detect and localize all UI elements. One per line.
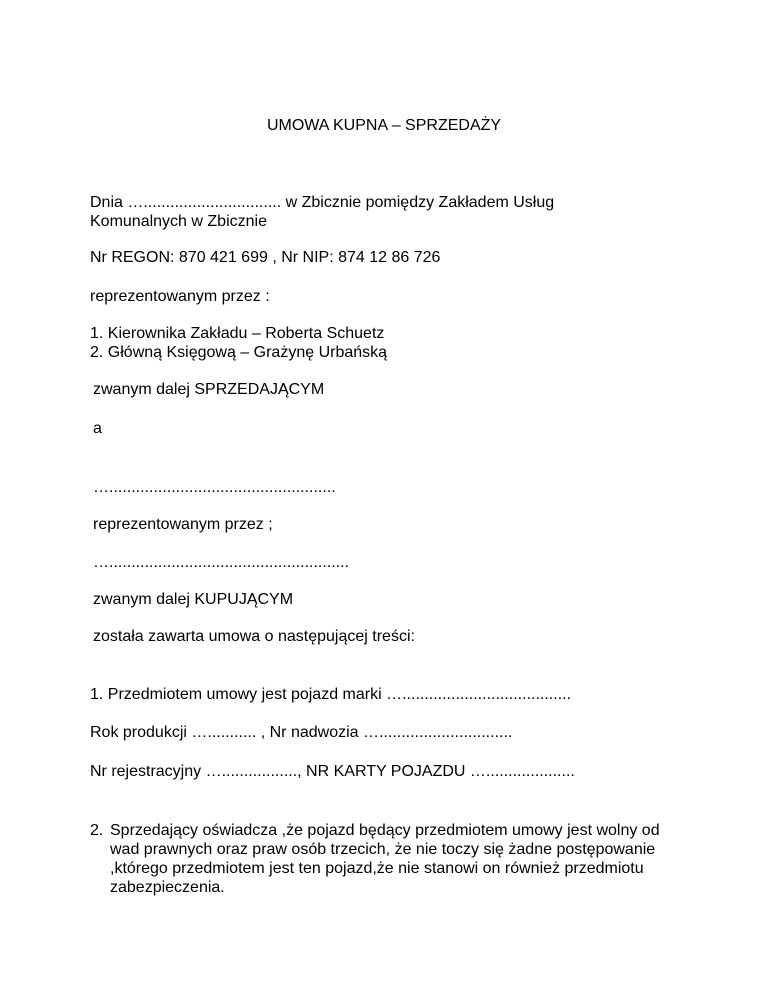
clause-2-text: Sprzedający oświadcza ,że pojazd będący przedmiotem umowy jest wolny od wad prawnych oraz praw osób trzecich, że nie toczy się żadne postępowanie ,którego przedmiotem jest ten pojazd,że nie stanowi on również przedmiotu zabezpieczenia. bbox=[110, 822, 660, 896]
contract-party-line: Komunalnych w Zbicznie bbox=[90, 213, 267, 230]
contract-intro: została zawarta umowa o następującej treści: bbox=[93, 628, 415, 645]
document-title: UMOWA KUPNA – SPRZEDAŻY bbox=[266, 117, 502, 134]
clause-2-number: 2. bbox=[90, 822, 104, 839]
seller-alias: zwanym dalej SPRZEDAJĄCYM bbox=[93, 381, 325, 398]
representative-2: 2. Główną Księgową – Grażynę Urbańską bbox=[90, 344, 388, 361]
buyer-alias: zwanym dalej KUPUJĄCYM bbox=[93, 591, 294, 608]
buyer-representative-blank: …...................................................... bbox=[93, 554, 350, 571]
representative-1: 1. Kierownika Zakładu – Roberta Schuetz bbox=[90, 325, 385, 342]
buyer-represented-by-label: reprezentowanym przez ; bbox=[93, 516, 273, 533]
clause-1-year-chassis: Rok produkcji …........... , Nr nadwozia ….............................. bbox=[90, 724, 513, 741]
buyer-name-blank: …................................................... bbox=[93, 479, 336, 496]
regon-nip-line: Nr REGON: 870 421 699 , Nr NIP: 874 12 86 726 bbox=[90, 249, 441, 266]
conjunction-a: a bbox=[93, 420, 102, 437]
represented-by-label: reprezentowanym przez : bbox=[90, 288, 270, 305]
clause-2 bbox=[90, 821, 690, 897]
clause-1-vehicle-make: 1. Przedmiotem umowy jest pojazd marki …...................................... bbox=[90, 686, 572, 703]
contract-date-line: Dnia …............................... w Zbicznie pomiędzy Zakładem Usług bbox=[90, 194, 555, 211]
clause-1-registration: Nr rejestracyjny …................., NR KARTY POJAZDU ….................... bbox=[90, 763, 575, 780]
